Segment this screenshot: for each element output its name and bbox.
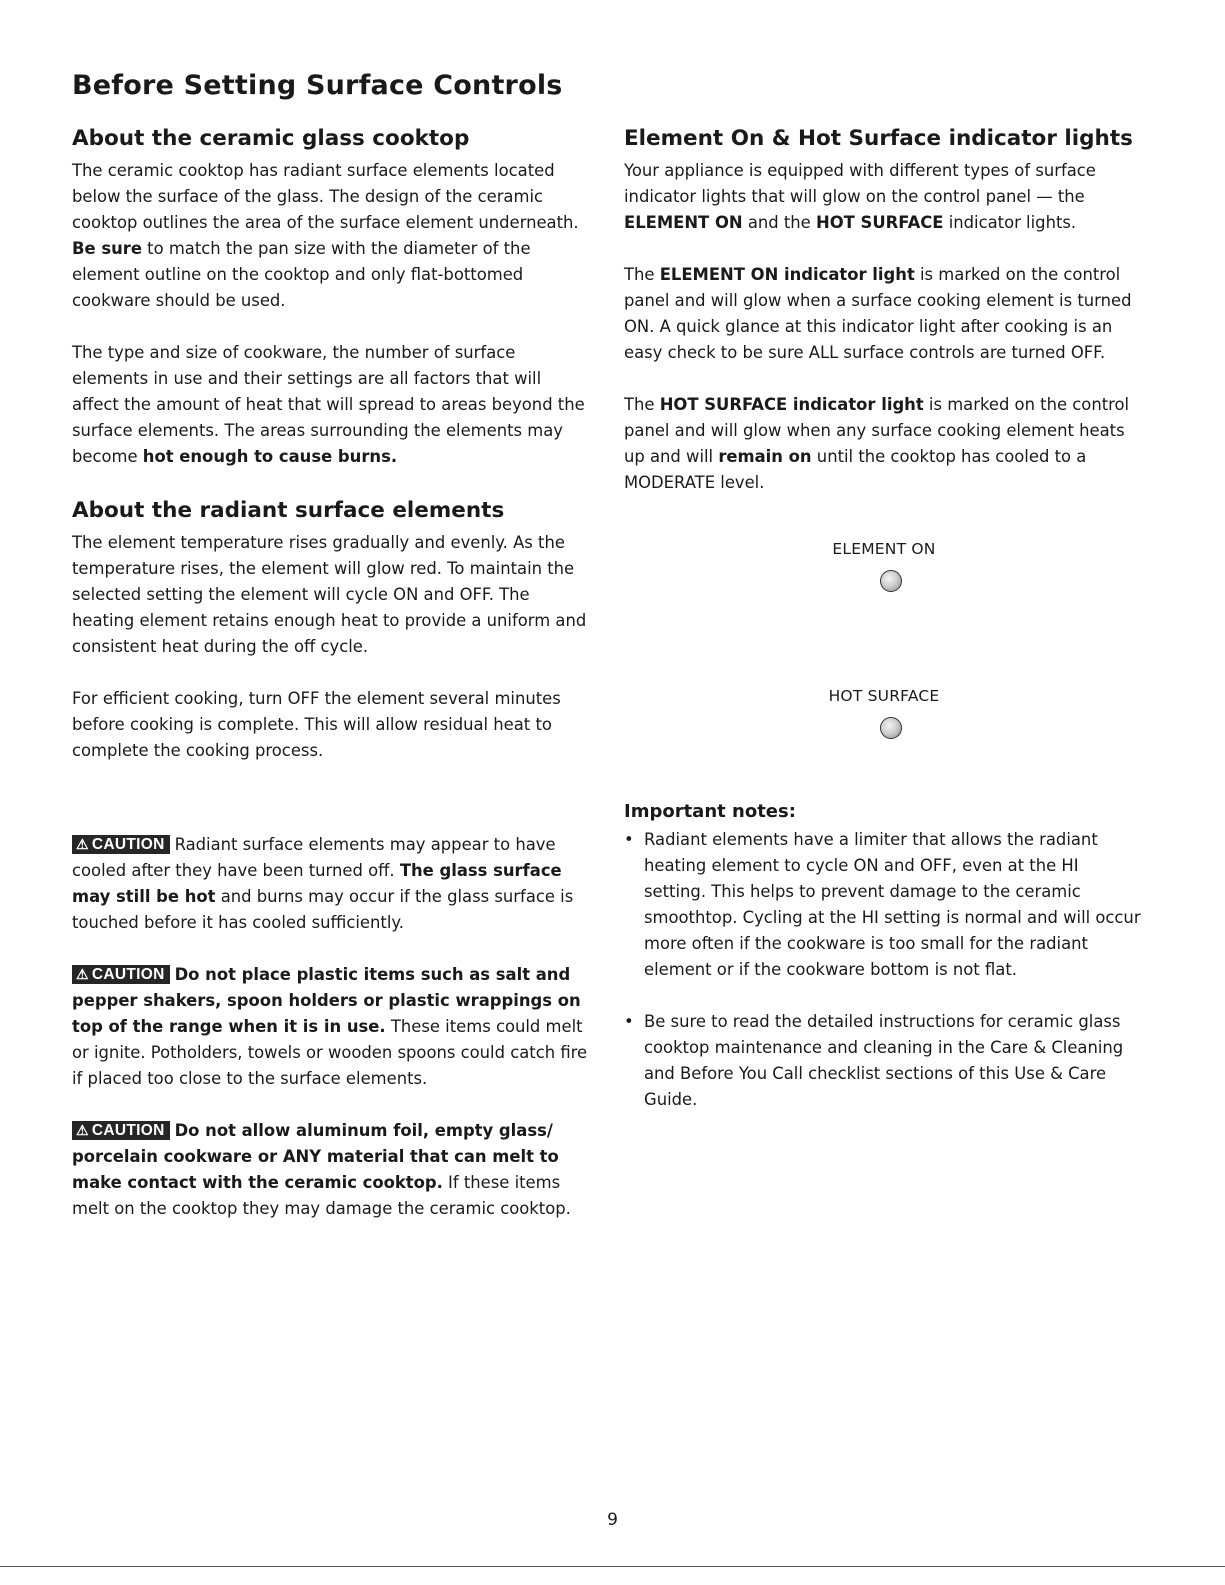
bold-text: Do not allow aluminum foil, empty glass/ porcelain cookware or ANY material that can melt to make contact with the ceramic cooktop.	[72, 1121, 559, 1192]
section-ceramic-glass-cooktop	[72, 124, 592, 470]
warning-triangle-icon: ⚠	[76, 1122, 89, 1138]
text: and burns may occur if the glass surface is touched before it has cooled sufficiently.	[72, 887, 574, 932]
paragraph	[72, 158, 592, 314]
bold-text: Be sure	[72, 239, 142, 258]
page-title: Before Setting Surface Controls	[72, 70, 563, 101]
text: until the cooktop has cooled to a MODERATE level.	[624, 447, 1087, 492]
bullet-icon: •	[624, 1012, 634, 1031]
left-column	[72, 124, 592, 1222]
caution-badge: ⚠ CAUTION	[72, 835, 170, 854]
bold-text: HOT SURFACE indicator light	[659, 395, 924, 414]
bold-text: HOT SURFACE	[815, 213, 944, 232]
element-on-indicator	[624, 540, 1144, 592]
list-item	[624, 1009, 1144, 1113]
text: is marked on the control panel and will glow when any surface cooking element heats up and will	[624, 395, 1130, 466]
paragraph	[624, 158, 1144, 236]
page-number: 9	[607, 1510, 618, 1530]
text: Radiant elements have a limiter that allows the radiant heating element to cycle ON and OFF, even at the HI setting. This helps to prevent damage to the ceramic smoothtop. Cycling at the HI setting is normal and will occur more often if the cookware is too small for the radiant element or if the cookware bottom is not flat.	[644, 830, 1141, 979]
bold-text: ELEMENT ON indicator light	[659, 265, 915, 284]
bullet-icon: •	[624, 830, 634, 849]
warning-triangle-icon: ⚠	[76, 966, 89, 982]
text: The	[624, 395, 660, 414]
text: The type and size of cookware, the number of surface elements in use and their settings are all factors that will affect the amount of heat that will spread to areas beyond the surface elements. The areas surrounding the elements may become	[72, 343, 585, 466]
text: Your appliance is equipped with different types of surface indicator lights that will glow on the control panel — the	[624, 161, 1096, 206]
bold-text: The glass surface may still be hot	[72, 861, 562, 906]
caution-note-3	[72, 1118, 592, 1222]
section-heading: About the radiant surface elements	[72, 498, 505, 523]
text: These items could melt or ignite. Potholders, towels or wooden spoons could catch fire if placed too close to the surface elements.	[72, 1017, 588, 1088]
divider	[0, 1566, 1225, 1567]
text: If these items melt on the cooktop they may damage the ceramic cooktop.	[72, 1173, 571, 1218]
text: to match the pan size with the diameter of the element outline on the cooktop and only flat-bottomed cookware should be used.	[72, 239, 531, 310]
text: The	[624, 265, 660, 284]
text: The ceramic cooktop has radiant surface elements located below the surface of the glass. The design of the ceramic cooktop outlines the area of the surface element underneath.	[72, 161, 579, 232]
notes-list	[624, 827, 1144, 1113]
section-radiant-surface-elements	[72, 496, 592, 764]
important-notes	[624, 799, 1144, 1113]
paragraph: The element temperature rises gradually and evenly. As the temperature rises, the element will glow red. To maintain the selected setting the element will cycle ON and OFF. The heating element retains enough heat to provide a uniform and consistent heat during the off cycle.	[72, 533, 587, 656]
bold-text: ELEMENT ON	[624, 213, 743, 232]
text: and the	[742, 213, 816, 232]
text: is marked on the control panel and will glow when a surface cooking element is turned ON. A quick glance at this indicator light after cooking is an easy check to be sure ALL surface controls are turned OFF.	[624, 265, 1132, 362]
list-item	[624, 827, 1144, 983]
indicator-light-icon	[880, 717, 902, 739]
paragraph	[624, 262, 1144, 366]
notes-heading: Important notes:	[624, 801, 796, 822]
paragraph	[624, 392, 1144, 496]
caution-note-2	[72, 962, 592, 1092]
caution-badge: ⚠ CAUTION	[72, 1121, 170, 1140]
text: Be sure to read the detailed instructions for ceramic glass cooktop maintenance and cleaning in the Care & Cleaning and Before You Call checklist sections of this Use & Care Guide.	[644, 1012, 1124, 1109]
bold-text: Do not place plastic items such as salt and pepper shakers, spoon holders or plastic wrappings on top of the range when it is in use.	[72, 965, 581, 1036]
text: Radiant surface elements may appear to have cooled after they have been turned off.	[72, 835, 556, 880]
indicator-label: ELEMENT ON	[832, 540, 936, 558]
indicator-label: HOT SURFACE	[828, 687, 940, 705]
section-heading: About the ceramic glass cooktop	[72, 126, 470, 151]
hot-surface-indicator	[624, 687, 1144, 739]
text: indicator lights.	[943, 213, 1077, 232]
bold-text: remain on	[718, 447, 812, 466]
warning-triangle-icon: ⚠	[76, 836, 89, 852]
right-column	[624, 124, 1144, 1113]
caution-badge: ⚠ CAUTION	[72, 965, 170, 984]
caution-note-1	[72, 832, 592, 936]
section-heading: Element On & Hot Surface indicator lights	[624, 126, 1133, 151]
indicator-light-icon	[880, 570, 902, 592]
paragraph: For efficient cooking, turn OFF the element several minutes before cooking is complete. This will allow residual heat to complete the cooking process.	[72, 689, 561, 760]
section-indicator-lights	[624, 124, 1144, 496]
paragraph	[72, 340, 592, 470]
bold-text: hot enough to cause burns.	[142, 447, 398, 466]
